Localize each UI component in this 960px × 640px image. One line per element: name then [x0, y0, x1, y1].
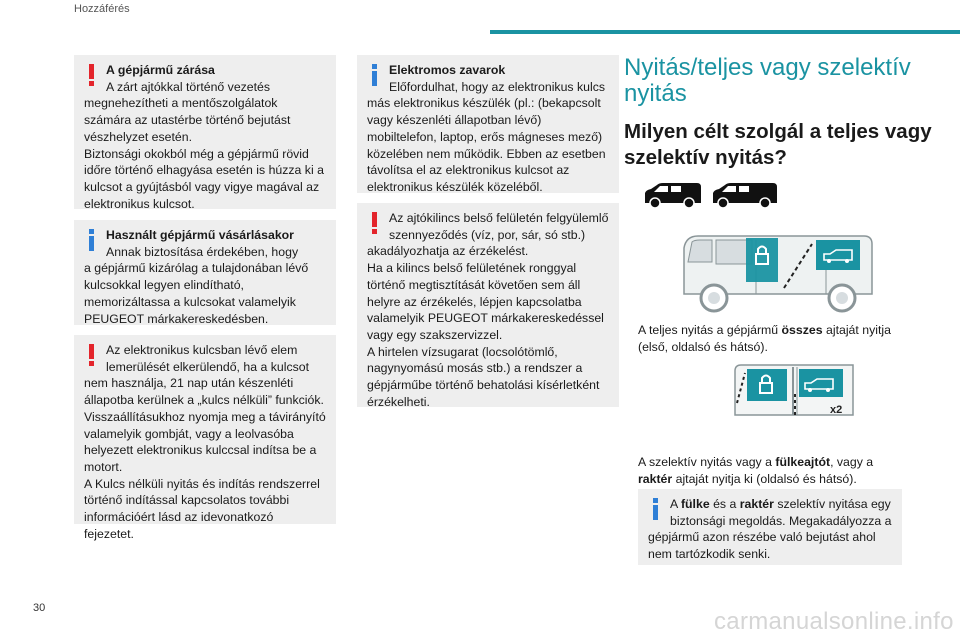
watermark: carmanualsonline.info [714, 608, 954, 635]
text-bold: raktér [739, 497, 774, 511]
box-body: akadályozhatja az érzékelést. Ha a kilincs belső felületének ronggyal történő megtisztítását követően sem áll helyre az érzékelés, lépjen kapcsolatba valamelyik PEUGEOT márkakereskedéssel vagy egy szakszervizzel. A hirtelen vízsugarat (locsolótömlő, nagynyomású mosás stb.) a rendszer a gépjárműbe történő behatolási kísérletként érzékelheti. [367, 244, 604, 409]
warning-icon [88, 64, 95, 86]
info-box-selective-opening [638, 489, 902, 565]
short-van-icon [641, 181, 703, 209]
box-line: A zárt ajtókkal történő vezetés [106, 79, 271, 94]
page-number: 30 [33, 602, 46, 614]
info-icon [371, 64, 378, 86]
section-heading: Nyitás/teljes vagy szelektív nyitás [624, 54, 911, 107]
full-opening-illustration [676, 232, 876, 316]
box-body: más elektronikus készülék (pl.: (bekapcsolt vagy készenléti állapotban lévő) mobiltelefon, laptop, erős mágneses mező) közelében nem működik. Ebben az esetben távolítsa el az elektronikus kulcsot az elektronikus készülék közeléből. [367, 96, 606, 194]
warning-icon [88, 344, 95, 366]
warning-box-locking [74, 55, 336, 209]
long-van-icon [709, 181, 779, 209]
info-icon [652, 498, 659, 520]
text-segment: A szelektív nyitás vagy a [638, 455, 776, 469]
box-line: Annak biztosítása érdekében, hogy [106, 244, 299, 259]
box-title: Elektromos zavarok [389, 63, 506, 77]
selective-opening-illustration [733, 363, 855, 418]
text-segment: , vagy a [830, 455, 874, 469]
text-segment: ajtaját nyitja ki (oldalsó és hátsó). [672, 471, 857, 486]
text-segment: A [670, 497, 681, 511]
full-opening-text [638, 322, 904, 355]
warning-icon [371, 212, 378, 234]
box-body: a gépjármű kizárólag a tulajdonában lévő kulcsokkal legyen elindítható, memorizáltassa a kulcsokat valamelyik PEUGEOT márkakereskedésben. [84, 261, 309, 326]
box-body: nem használja, 21 nap után készenléti állapotba kerülnek a „kulcs nélküli” funkciók. Visszaállításukhoz nyomja meg a távirányító valamelyik gombját, vagy a leolvasóba helyezett elektronikus kulccsal indítsa be a motort. A Kulcs nélküli nyitás és indítás rendszerrel történő indítással kapcsolatos további információért lásd az idevonatkozó fejezetet. [84, 376, 326, 541]
box-line: Előfordulhat, hogy az elektronikus kulcs [389, 79, 605, 94]
text-segment: szelektív nyitása egy [773, 497, 891, 511]
info-box-electrical-interference [357, 55, 619, 193]
warning-box-handle-dirt [357, 203, 619, 407]
text-bold: összes [781, 323, 823, 337]
warning-box-battery [74, 335, 336, 541]
text-segment: és a [709, 497, 740, 511]
text-segment: ajtaját nyitja (első, oldalsó és hátsó). [638, 323, 891, 354]
box-line: lemerülését elkerülendő, ha a kulcsot [106, 359, 310, 374]
text-bold: fülkeajtót [775, 455, 831, 469]
box-title: Használt gépjármű vásárlásakor [106, 228, 294, 242]
section-title: Hozzáférés [74, 3, 130, 15]
header-accent-bar [490, 30, 960, 34]
info-icon [88, 229, 95, 251]
x2-label: x2 [830, 404, 843, 416]
text-bold: fülke [680, 497, 710, 511]
box-line: Az elektronikus kulcsban lévő elem [106, 343, 298, 357]
box-line: biztonsági megoldás. Megakadályozza a [670, 513, 892, 528]
box-line: Az ajtókilincs belső felületén felgyülemlő [389, 211, 609, 225]
box-title: A gépjármű zárása [106, 63, 215, 77]
text-segment: A teljes nyitás a gépjármű [638, 323, 782, 337]
box-body: megnehezítheti a mentőszolgálatok számára az utastérbe történő bejutást vészhelyzet esetén. Biztonsági okokból még a gépjármű rövid időre történő elhagyása esetén is húzza ki a kulcsot a gyújtásból vagy vigye magával az elektronikus kulcsot. [84, 96, 324, 211]
box-body: gépjármű azon részébe való bejutást ahol nem tartózkodik senki. [648, 530, 876, 562]
text-bold: raktér [638, 471, 673, 486]
selective-opening-text [638, 454, 904, 487]
box-line: szennyeződés (víz, por, sár, só stb.) [389, 227, 586, 242]
info-box-used-vehicle [74, 220, 336, 325]
subsection-heading: Milyen célt szolgál a teljes vagy szelektív nyitás? [624, 120, 932, 169]
